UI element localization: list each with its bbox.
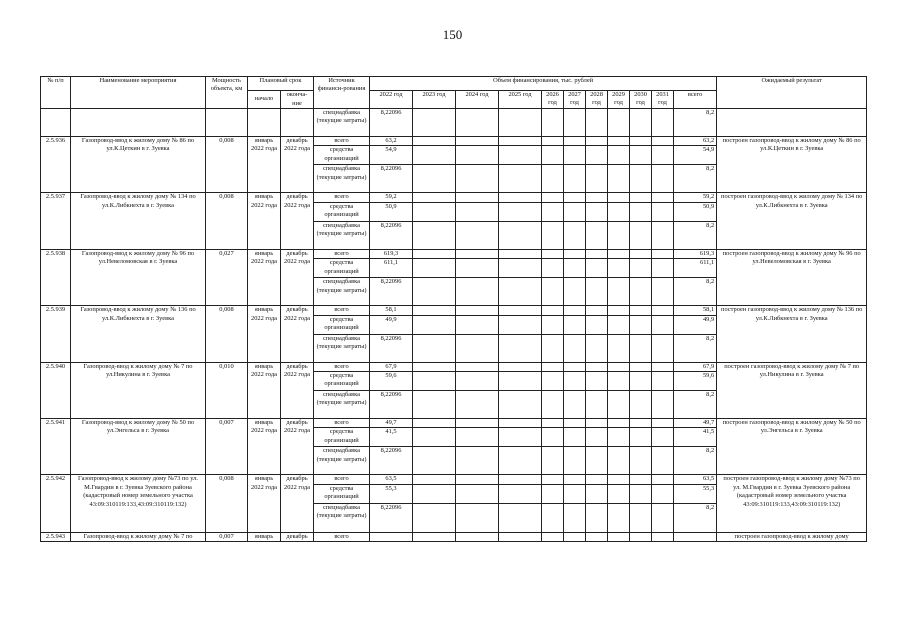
total-cell: 63,5 bbox=[674, 475, 717, 484]
item-result: построен газопровод-ввод к жилому дому № 134 по ул.К.Либкнехта в г. Зуевка bbox=[717, 193, 867, 249]
header-name: Наименование мероприятия bbox=[71, 77, 206, 109]
item-start: январь 2022 года bbox=[248, 137, 281, 193]
total-cell: 8,2 bbox=[674, 503, 717, 532]
item-end: декабрь 2022 года bbox=[281, 249, 314, 305]
source-cell: спецнадбавка (текущие затраты) bbox=[314, 503, 370, 532]
header-year-2023: 2023 год bbox=[413, 91, 456, 109]
item-start: январь 2022 года bbox=[248, 419, 281, 475]
header-num: № п/п bbox=[41, 77, 71, 109]
item-num: 2.5.941 bbox=[41, 419, 71, 475]
year-2022-cell: 8,22096 bbox=[370, 109, 413, 137]
header-year-2024: 2024 год bbox=[456, 91, 499, 109]
item-start: январь 2022 года bbox=[248, 362, 281, 418]
item-start: январь bbox=[248, 532, 281, 541]
item-result: построен газопровод-ввод к жилому дому №73 по ул. М.Гвардии в г. Зуевка Зуевского района (кадастровый номер земельного участка 43:09:310119:133,43:09:310119:132) bbox=[717, 475, 867, 532]
source-cell: всего bbox=[314, 475, 370, 484]
source-cell: всего bbox=[314, 249, 370, 258]
header-total: всего bbox=[674, 91, 717, 109]
year-2022-cell: 8,22096 bbox=[370, 334, 413, 362]
year-2022-cell: 55,3 bbox=[370, 484, 413, 503]
item-result: построен газопровод-ввод к жилому дому № 50 по ул.Энгельса в г. Зуевка bbox=[717, 419, 867, 475]
source-cell: спецнадбавка (текущие затраты) bbox=[314, 109, 370, 137]
source-cell: спецнадбавка (текущие затраты) bbox=[314, 447, 370, 475]
year-2022-cell: 59,2 bbox=[370, 193, 413, 202]
year-2022-cell: 619,3 bbox=[370, 249, 413, 258]
item-num: 2.5.940 bbox=[41, 362, 71, 418]
table-row bbox=[41, 249, 867, 258]
total-cell: 8,2 bbox=[674, 278, 717, 306]
source-cell: средства организаций bbox=[314, 146, 370, 165]
year-2022-cell: 41,5 bbox=[370, 428, 413, 447]
year-2022-cell: 59,6 bbox=[370, 372, 413, 391]
year-2022-cell: 8,22096 bbox=[370, 278, 413, 306]
header-year-2027: 2027 год bbox=[564, 91, 586, 109]
item-capacity: 0,008 bbox=[206, 137, 248, 193]
header-schedule: Плановый срок bbox=[248, 77, 314, 91]
item-start: январь 2022 года bbox=[248, 475, 281, 532]
item-result: построен газопровод-ввод к жилому дому № 136 по ул.К.Либкнехта в г. Зуевка bbox=[717, 306, 867, 362]
item-name: Газопровод-ввод к жилому дому № 96 по ул.Невеломовская в г. Зуевка bbox=[71, 249, 206, 305]
item-capacity: 0,008 bbox=[206, 306, 248, 362]
year-2022-cell: 63,5 bbox=[370, 475, 413, 484]
item-num: 2.5.942 bbox=[41, 475, 71, 532]
item-num: 2.5.937 bbox=[41, 193, 71, 249]
table-row bbox=[41, 306, 867, 315]
item-start: январь 2022 года bbox=[248, 249, 281, 305]
total-cell: 8,2 bbox=[674, 334, 717, 362]
source-cell: средства организаций bbox=[314, 484, 370, 503]
item-capacity: 0,008 bbox=[206, 475, 248, 532]
header-result: Ожидаемый результат bbox=[717, 77, 867, 109]
item-start: январь 2022 года bbox=[248, 193, 281, 249]
total-cell: 59,6 bbox=[674, 372, 717, 391]
source-cell: спецнадбавка (текущие затраты) bbox=[314, 334, 370, 362]
item-end: декабрь bbox=[281, 532, 314, 541]
item-result: построен газопровод-ввод к жилому дому № 96 по ул.Невеломовская в г. Зуевка bbox=[717, 249, 867, 305]
source-cell: спецнадбавка (текущие затраты) bbox=[314, 391, 370, 419]
item-result: построен газопровод-ввод к жилому дому № 86 по ул.К.Цеткин в г. Зуевка bbox=[717, 137, 867, 193]
item-num: 2.5.936 bbox=[41, 137, 71, 193]
header-volume: Объем финансирования, тыс. рублей bbox=[370, 77, 717, 91]
header-year-2031: 2031 год bbox=[652, 91, 674, 109]
total-cell: 54,9 bbox=[674, 146, 717, 165]
source-cell: спецнадбавка (текущие затраты) bbox=[314, 165, 370, 193]
item-end: декабрь 2022 года bbox=[281, 137, 314, 193]
source-cell: средства организаций bbox=[314, 315, 370, 334]
item-capacity: 0,027 bbox=[206, 249, 248, 305]
total-cell: 55,3 bbox=[674, 484, 717, 503]
item-capacity: 0,007 bbox=[206, 419, 248, 475]
total-cell: 8,2 bbox=[674, 221, 717, 249]
total-cell: 8,2 bbox=[674, 109, 717, 137]
total-cell: 49,9 bbox=[674, 315, 717, 334]
year-2022-cell: 8,22096 bbox=[370, 165, 413, 193]
total-cell: 8,2 bbox=[674, 447, 717, 475]
source-cell: всего bbox=[314, 193, 370, 202]
source-cell: спецнадбавка (текущие затраты) bbox=[314, 221, 370, 249]
item-name: Газопровод-ввод к жилому дому № 7 по bbox=[71, 532, 206, 541]
item-num: 2.5.938 bbox=[41, 249, 71, 305]
item-name: Газопровод-ввод к жилому дому № 7 по ул.Никулина в г. Зуевка bbox=[71, 362, 206, 418]
item-end: декабрь 2022 года bbox=[281, 193, 314, 249]
source-cell: средства организаций bbox=[314, 372, 370, 391]
header-year-2029: 2029 год bbox=[608, 91, 630, 109]
header-capacity: Мощность объекта, км bbox=[206, 77, 248, 109]
source-cell: спецнадбавка (текущие затраты) bbox=[314, 278, 370, 306]
year-2022-cell: 63,2 bbox=[370, 137, 413, 146]
header-start: начало bbox=[248, 91, 281, 109]
item-end: декабрь 2022 года bbox=[281, 475, 314, 532]
source-cell: всего bbox=[314, 419, 370, 428]
total-cell: 41,5 bbox=[674, 428, 717, 447]
year-2022-cell: 8,22096 bbox=[370, 221, 413, 249]
item-end: декабрь 2022 года bbox=[281, 306, 314, 362]
header-year-2030: 2030 год bbox=[630, 91, 652, 109]
header-source: Источник финанси-рования bbox=[314, 77, 370, 109]
item-name: Газопровод-ввод к жилому дому № 134 по ул.К.Либкнехта в г. Зуевка bbox=[71, 193, 206, 249]
table-row bbox=[41, 109, 867, 137]
year-2022-cell: 49,9 bbox=[370, 315, 413, 334]
table-row bbox=[41, 137, 867, 146]
item-result: построен газопровод-ввод к жилому дому bbox=[717, 532, 867, 541]
total-cell: 49,7 bbox=[674, 419, 717, 428]
table-row bbox=[41, 362, 867, 371]
item-start: январь 2022 года bbox=[248, 306, 281, 362]
total-cell: 58,1 bbox=[674, 306, 717, 315]
year-2022-cell: 611,1 bbox=[370, 259, 413, 278]
total-cell: 59,2 bbox=[674, 193, 717, 202]
source-cell: всего bbox=[314, 306, 370, 315]
total-cell: 50,9 bbox=[674, 202, 717, 221]
item-capacity: 0,007 bbox=[206, 532, 248, 541]
year-2022-cell: 8,22096 bbox=[370, 447, 413, 475]
item-end: декабрь 2022 года bbox=[281, 419, 314, 475]
source-cell: всего bbox=[314, 137, 370, 146]
item-name: Газопровод-ввод к жилому дому № 86 по ул.К.Цеткин в г. Зуевка bbox=[71, 137, 206, 193]
source-cell: всего bbox=[314, 362, 370, 371]
header-year-2025: 2025 год bbox=[499, 91, 542, 109]
item-name: Газопровод-ввод к жилому дому №73 по ул. М.Гвардии в г. Зуевка Зуевского района (кадастровый номер земельного участка 43:09:310119:133,43:09:310119:132) bbox=[71, 475, 206, 532]
total-cell: 611,1 bbox=[674, 259, 717, 278]
year-2022-cell: 67,9 bbox=[370, 362, 413, 371]
total-cell: 619,3 bbox=[674, 249, 717, 258]
total-cell: 8,2 bbox=[674, 165, 717, 193]
table-row bbox=[41, 419, 867, 428]
year-2022-cell: 8,22096 bbox=[370, 391, 413, 419]
table-row bbox=[41, 532, 867, 541]
table-row bbox=[41, 475, 867, 484]
header-year-2022: 2022 год bbox=[370, 91, 413, 109]
year-2022-cell: 50,9 bbox=[370, 202, 413, 221]
table-row bbox=[41, 193, 867, 202]
source-cell: средства организаций bbox=[314, 259, 370, 278]
year-2022-cell: 49,7 bbox=[370, 419, 413, 428]
year-2022-cell: 58,1 bbox=[370, 306, 413, 315]
item-num: 2.5.943 bbox=[41, 532, 71, 541]
item-name: Газопровод-ввод к жилому дому № 50 по ул.Энгельса в г. Зуевка bbox=[71, 419, 206, 475]
item-end: декабрь 2022 года bbox=[281, 362, 314, 418]
item-capacity: 0,008 bbox=[206, 193, 248, 249]
year-2022-cell: 8,22096 bbox=[370, 503, 413, 532]
source-cell: средства организаций bbox=[314, 202, 370, 221]
page-number: 150 bbox=[442, 27, 463, 42]
financing-table bbox=[40, 76, 867, 542]
item-name: Газопровод-ввод к жилому дому № 136 по ул.К.Либкнехта в г. Зуевка bbox=[71, 306, 206, 362]
item-capacity: 0,010 bbox=[206, 362, 248, 418]
total-cell: 63,2 bbox=[674, 137, 717, 146]
item-num: 2.5.939 bbox=[41, 306, 71, 362]
total-cell: 8,2 bbox=[674, 391, 717, 419]
header-year-2026: 2026 год bbox=[542, 91, 564, 109]
year-2022-cell: 54,9 bbox=[370, 146, 413, 165]
source-cell: средства организаций bbox=[314, 428, 370, 447]
total-cell: 67,9 bbox=[674, 362, 717, 371]
header-year-2028: 2028 год bbox=[586, 91, 608, 109]
header-end: оконча-ние bbox=[281, 91, 314, 109]
item-result: построен газопровод-ввод к жилому дому № 7 по ул.Никулина в г. Зуевка bbox=[717, 362, 867, 418]
source-cell: всего bbox=[314, 532, 370, 541]
